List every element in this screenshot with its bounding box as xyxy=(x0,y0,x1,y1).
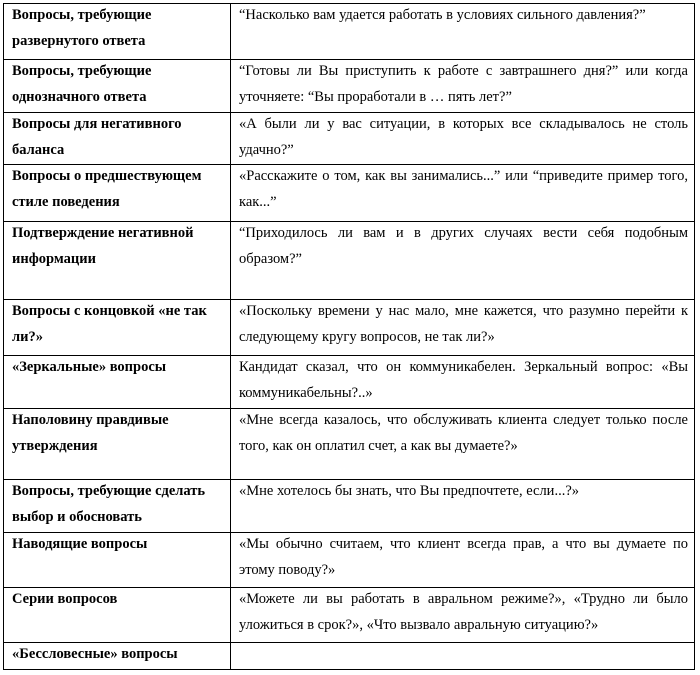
question-example-cell xyxy=(231,113,695,165)
question-example-text: «Мы обычно считаем, что клиент всегда прав, а что вы думаете по этому поводу?» xyxy=(239,536,688,578)
question-type-cell xyxy=(4,409,231,480)
question-example-text: Кандидат сказал, что он коммуникабелен. Зеркальный вопрос: «Вы коммуникабельны?..» xyxy=(239,359,688,401)
question-example-text: «А были ли у вас ситуации, в которых все складывалось не столь удачно?” xyxy=(239,116,688,158)
table-row xyxy=(4,480,695,533)
question-type-text: Вопросы, требующие однозначного ответа xyxy=(12,63,152,105)
question-types-table xyxy=(3,3,695,670)
question-type-text: «Зеркальные» вопросы xyxy=(12,359,167,375)
question-type-text: Вопросы, требующие сделать выбор и обосновать xyxy=(12,483,206,525)
question-type-cell xyxy=(4,588,231,643)
question-example-text: «Поскольку времени у нас мало, мне кажется, что разумно перейти к следующему кругу вопросов, не так ли?» xyxy=(239,303,688,345)
question-type-cell xyxy=(4,222,231,300)
question-example-cell xyxy=(231,480,695,533)
question-type-text: Вопросы о предшествующем стиле поведения xyxy=(12,168,202,210)
table-row xyxy=(4,60,695,113)
question-type-text: Наводящие вопросы xyxy=(12,536,148,552)
table-row xyxy=(4,409,695,480)
question-example-cell xyxy=(231,4,695,60)
question-example-cell xyxy=(231,300,695,356)
table-row xyxy=(4,300,695,356)
table-row xyxy=(4,533,695,588)
question-type-text: Вопросы для негативного баланса xyxy=(12,116,182,158)
question-type-text: Серии вопросов xyxy=(12,591,118,607)
question-type-cell xyxy=(4,60,231,113)
table-row xyxy=(4,588,695,643)
table-row xyxy=(4,113,695,165)
question-type-cell xyxy=(4,356,231,409)
question-type-text: Подтверждение негативной информации xyxy=(12,225,194,267)
question-example-text: «Мне хотелось бы знать, что Вы предпочтете, если...?» xyxy=(239,483,579,499)
question-example-text: «Можете ли вы работать в авральном режиме?», «Трудно ли было уложиться в срок?», «Что вызвало авральную ситуацию?» xyxy=(239,591,688,633)
question-example-text: «Расскажите о том, как вы занимались...” или “приведите пример того, как...” xyxy=(239,168,688,210)
question-type-cell xyxy=(4,643,231,670)
question-example-cell xyxy=(231,533,695,588)
question-example-cell xyxy=(231,165,695,222)
question-example-text: «Мне всегда казалось, что обслуживать клиента следует только после того, как он оплатил счет, а как вы думаете?» xyxy=(239,412,688,454)
question-example-cell xyxy=(231,588,695,643)
question-type-text: «Бессловесные» вопросы xyxy=(12,646,178,662)
question-example-cell xyxy=(231,60,695,113)
table-row xyxy=(4,222,695,300)
question-type-cell xyxy=(4,4,231,60)
question-example-text: “Приходилось ли вам и в других случаях вести себя подобным образом?” xyxy=(239,225,688,267)
question-type-text: Вопросы, требующие развернутого ответа xyxy=(12,7,152,49)
question-example-cell xyxy=(231,643,695,670)
question-example-text: “Насколько вам удается работать в условиях сильного давления?” xyxy=(239,7,646,23)
table-row xyxy=(4,4,695,60)
question-type-text: Наполовину правдивые утверждения xyxy=(12,412,169,454)
question-type-cell xyxy=(4,480,231,533)
question-example-cell xyxy=(231,356,695,409)
table-row xyxy=(4,643,695,670)
question-type-cell xyxy=(4,533,231,588)
question-type-text: Вопросы с концовкой «не так ли?» xyxy=(12,303,207,345)
question-example-cell xyxy=(231,409,695,480)
table-row xyxy=(4,356,695,409)
question-type-cell xyxy=(4,113,231,165)
question-example-text: “Готовы ли Вы приступить к работе с завтрашнего дня?” или когда уточняете: “Вы проработали в … пять лет?” xyxy=(239,63,688,105)
question-example-cell xyxy=(231,222,695,300)
question-type-cell xyxy=(4,300,231,356)
question-type-cell xyxy=(4,165,231,222)
table-row xyxy=(4,165,695,222)
